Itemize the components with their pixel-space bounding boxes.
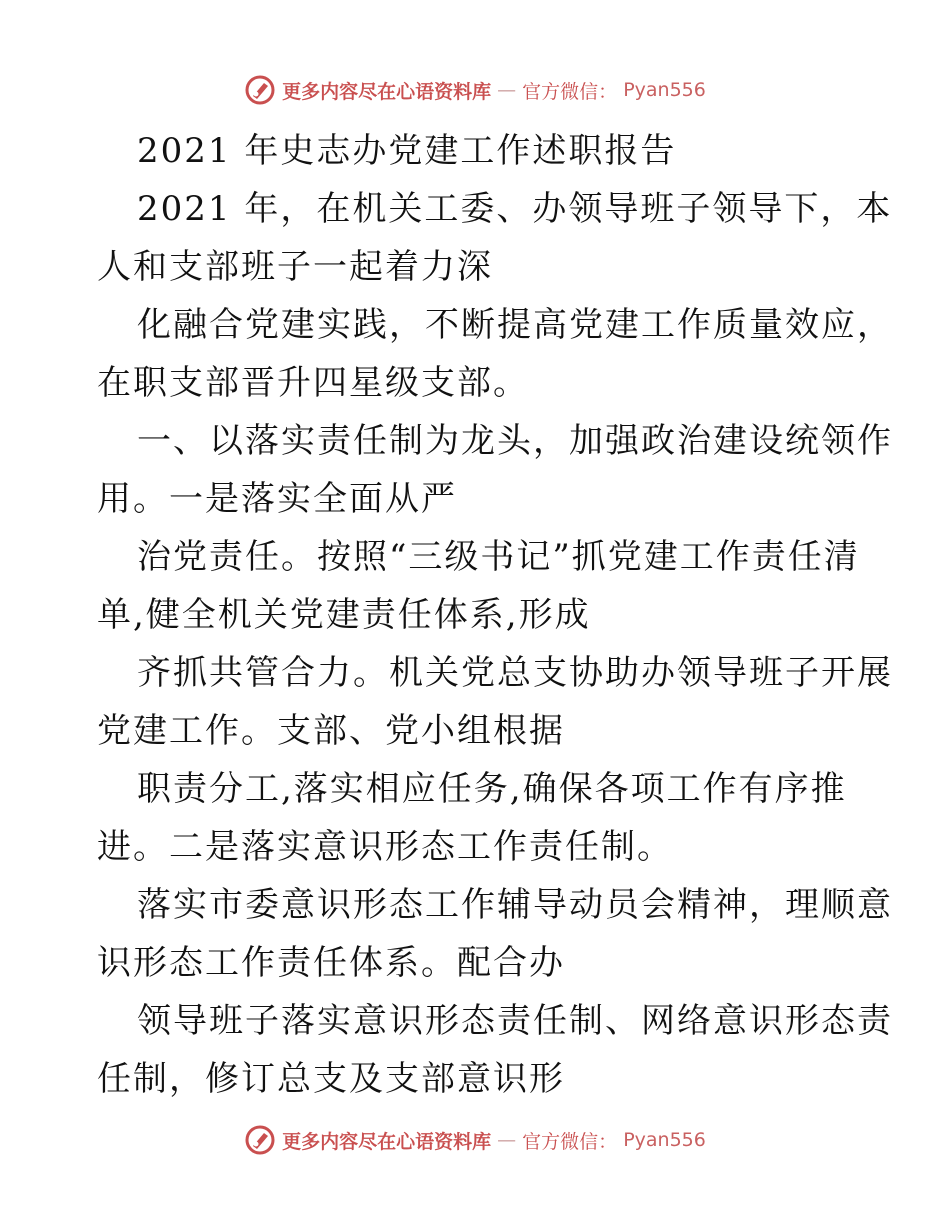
watermark-title: 更多内容尽在心语资料库 [282, 1130, 492, 1153]
pen-seal-icon [244, 1124, 276, 1156]
text-line: 任制，修订总支及支部意识形 [97, 1059, 565, 1099]
text-line: 识形态工作责任体系。配合办 [97, 943, 565, 983]
watermark-separator: — [497, 79, 517, 101]
watermark-separator: — [497, 1129, 517, 1151]
document-title: 2021 年史志办党建工作述职报告 [137, 131, 677, 171]
pen-seal-icon [244, 74, 276, 106]
watermark-id: Pyan556 [623, 1129, 706, 1151]
text-line: 一、以落实责任制为龙头，加强政治建设统领作 [137, 421, 893, 461]
text-line: 在职支部晋升四星级支部。 [97, 363, 529, 403]
text-line: 治党责任。按照“三级书记”抓党建工作责任清 [137, 537, 860, 577]
text-line: 齐抓共管合力。机关党总支协助办领导班子开展 [137, 653, 893, 693]
text-line: 党建工作。支部、党小组根据 [97, 711, 565, 751]
text-line: 单,健全机关党建责任体系,形成 [97, 595, 591, 635]
text-line: 落实市委意识形态工作辅导动员会精神，理顺意 [137, 885, 893, 925]
text-line: 化融合党建实践，不断提高党建工作质量效应， [137, 305, 893, 345]
watermark-label: 官方微信： [522, 1130, 618, 1153]
text-line: 用。一是落实全面从严 [97, 479, 457, 519]
text-line: 2021 年，在机关工委、办领导班子领导下，本 [137, 189, 893, 229]
header-watermark [0, 70, 950, 110]
text-line: 领导班子落实意识形态责任制、网络意识形态责 [137, 1001, 893, 1041]
footer-watermark [0, 1120, 950, 1160]
watermark-label: 官方微信： [522, 80, 618, 103]
watermark-title: 更多内容尽在心语资料库 [282, 80, 492, 103]
watermark-id: Pyan556 [623, 79, 706, 101]
text-line: 职责分工,落实相应任务,确保各项工作有序推 [137, 769, 847, 809]
text-line: 进。二是落实意识形态工作责任制。 [97, 827, 673, 867]
text-line: 人和支部班子一起着力深 [97, 247, 493, 287]
document-body [97, 122, 893, 1108]
